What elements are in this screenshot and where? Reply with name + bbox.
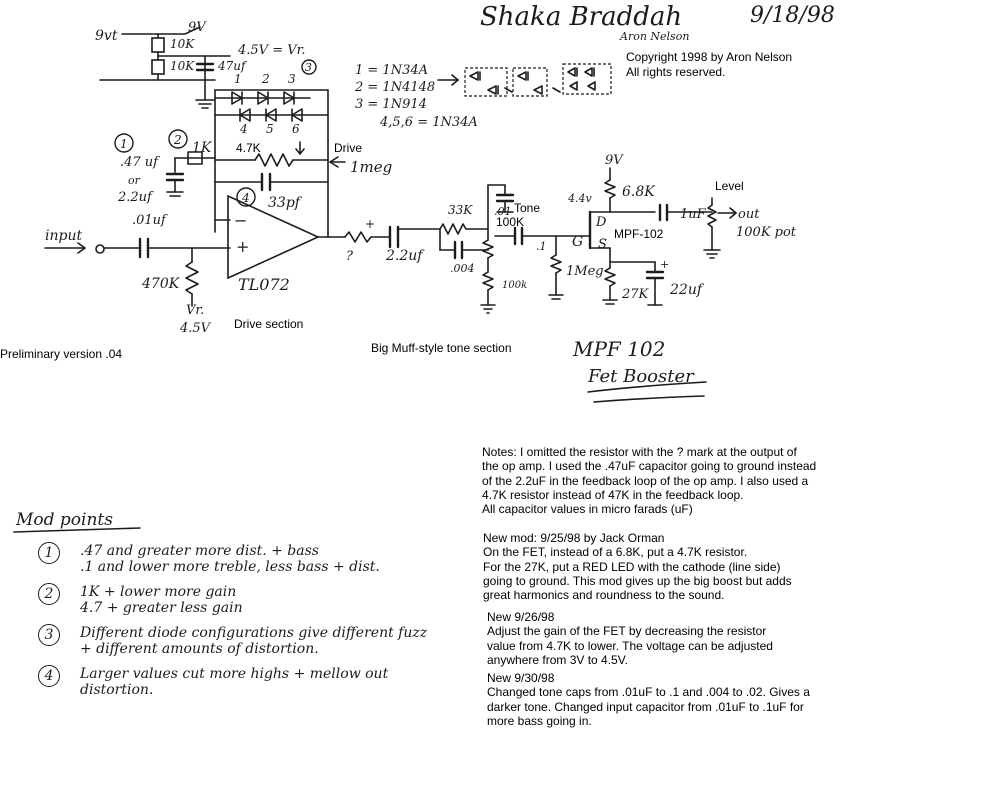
label-01uf: .01uf	[132, 213, 166, 228]
label-tone-pot: 100K	[496, 215, 525, 229]
label-22uf-plus: +	[660, 258, 670, 271]
label-2-2uf-out: 2.2uf	[386, 248, 423, 264]
diode-legend-3: 3 = 1N914	[355, 97, 427, 112]
mod-line: Larger values cut more highs + mellow out	[80, 666, 389, 682]
label-fet-source: S	[598, 237, 607, 252]
circle-num-2: 2	[174, 133, 182, 147]
label-tl072: TL072	[238, 275, 290, 294]
fet-subtitle: Fet Booster	[588, 366, 694, 387]
input-jack	[96, 245, 104, 253]
note-line: Changed tone caps from .01uF to .1 and .004 to .02. Gives a	[487, 685, 810, 700]
diode-legend-1: 1 = 1N34A	[355, 63, 429, 78]
note-line: New 9/30/98	[487, 671, 555, 685]
label-100k: 100k	[502, 280, 528, 291]
diode-legend	[354, 63, 611, 130]
note-line: On the FET, instead of a 6.8K, put a 4.7K resistor.	[483, 545, 748, 560]
label-2-2uf: 2.2uf	[118, 190, 152, 205]
mod-line: + different amounts of distortion.	[80, 641, 319, 657]
opamp-plus: +	[236, 237, 250, 256]
note-9-30-98	[487, 671, 810, 728]
note-line: darker tone. Changed input capacitor from .01uF to .1uF for	[487, 699, 804, 714]
copyright-line-2: All rights reserved.	[626, 65, 726, 79]
label-6-8k: 6.8K	[622, 184, 655, 200]
label-33pf: 33pf	[268, 195, 300, 211]
label-mpf102: MPF-102	[614, 227, 664, 241]
note-line: of the 2.2uF in the feedback loop of the op amp. I also used a	[482, 473, 809, 488]
mod-number: 1	[38, 542, 60, 564]
note-line: anywhere from 3V to 4.5V.	[487, 652, 628, 667]
author-signature: Aron Nelson	[620, 30, 690, 43]
label-tone: Tone	[514, 201, 541, 215]
mod-line: distortion.	[80, 682, 154, 698]
label-vr: Vr.	[186, 303, 205, 318]
label-33k: 33K	[448, 203, 473, 217]
label-4-4v: 4.4v	[568, 192, 592, 205]
circle-num-3: 3	[305, 61, 312, 74]
label-27k: 27K	[622, 287, 649, 302]
mod-points-list	[38, 542, 488, 712]
label-047uf: .47 uf	[120, 155, 158, 170]
note-line: Notes: I omitted the resistor with the ? mark at the output of	[482, 445, 797, 459]
note-9-26-98	[487, 610, 773, 667]
diode-number-3: 3	[288, 72, 296, 86]
mod-points-heading: Mod points	[16, 510, 113, 530]
label-1meg: 1Meg	[566, 264, 604, 279]
copyright-line-1: Copyright 1998 by Aron Nelson	[626, 50, 793, 64]
label-100k-pot: 100K pot	[736, 225, 797, 240]
label-tone-01: .01	[494, 205, 512, 218]
bias-supply	[95, 20, 306, 108]
label-out: out	[738, 207, 760, 222]
note-line: going to ground. This mod gives up the big boost but adds	[483, 573, 792, 588]
note-line: For the 27K, put a RED LED with the cathode (line side)	[483, 559, 781, 574]
label-drive: Drive	[334, 141, 363, 155]
mod-number: 3	[38, 624, 60, 646]
label-004: .004	[450, 262, 475, 275]
diode-number-1: 1	[234, 72, 242, 86]
diode-number-5: 5	[266, 122, 274, 136]
label-input: input	[45, 228, 83, 244]
note-line: New 9/26/98	[487, 610, 555, 624]
label-10k-top: 10K	[170, 37, 195, 51]
note-line: more bass going in.	[487, 713, 592, 728]
label-9v: 9V	[188, 20, 206, 35]
mod-line: .47 and greater more dist. + bass	[80, 543, 319, 559]
tone-section	[345, 185, 604, 355]
drive-section	[45, 130, 392, 336]
label-1uf: 1uF	[680, 207, 706, 222]
opamp-minus: −	[234, 211, 248, 230]
mod-line: 4.7 + greater less gain	[80, 600, 243, 616]
label-question-mark: ?	[346, 249, 353, 264]
label-fet-9v: 9V	[605, 153, 623, 168]
preliminary-version: Preliminary version .04	[0, 347, 123, 361]
note-line: great harmonics and roundness to the sound.	[483, 588, 725, 603]
diode-number-2: 2	[262, 72, 270, 86]
label-470k: 470K	[142, 276, 180, 292]
schematic-title: Shaka Braddah	[480, 2, 683, 32]
diode-number-6: 6	[292, 122, 300, 136]
label-22uf: 22uf	[670, 282, 703, 298]
diode-number-4: 4	[240, 122, 248, 136]
note-line: 4.7K resistor instead of 47K in the feedback loop.	[482, 487, 744, 502]
mod-note-jack-orman	[483, 531, 792, 602]
label-4-7k: 4.7K	[236, 141, 261, 155]
resistor-10k-bottom	[152, 60, 164, 74]
label-fet-drain: D	[596, 215, 607, 230]
label-1meg-pot: 1meg	[350, 158, 393, 176]
label-fet-gate: G	[572, 234, 584, 250]
label-level: Level	[715, 179, 744, 193]
mod-number: 2	[38, 583, 60, 605]
circle-num-4: 4	[242, 191, 250, 205]
label-or: or	[128, 174, 140, 187]
label-tone-1: .1	[536, 240, 547, 253]
note-line: Adjust the gain of the FET by decreasing the resistor	[487, 624, 767, 639]
label-47uf: 47uf	[218, 59, 246, 73]
mod-line: .1 and lower more treble, less bass + dist.	[80, 559, 380, 575]
note-line: the op amp. I used the .47uF capacitor going to ground instead	[482, 459, 817, 474]
label-9v-input: 9vt	[95, 28, 118, 44]
label-vref: 4.5V = Vr.	[238, 43, 306, 58]
note-line: All capacitor values in micro farads (uF)	[482, 502, 693, 517]
mod-line: Different diode configurations give different fuzz	[80, 625, 428, 641]
label-vr-value: 4.5V	[180, 321, 211, 336]
fet-title: MPF 102	[573, 337, 666, 361]
mod-line: 1K + lower more gain	[80, 584, 237, 600]
note-line: New mod: 9/25/98 by Jack Orman	[483, 531, 665, 545]
opamp-out-plus: +	[365, 217, 376, 231]
mod-number: 4	[38, 665, 60, 687]
label-tone-section: Big Muff-style tone section	[371, 341, 512, 355]
note-line: value from 4.7K to lower. The voltage can be adjusted	[487, 638, 773, 653]
label-1k: 1K	[192, 140, 212, 156]
resistor-10k-top	[152, 38, 164, 52]
notes-block	[482, 445, 816, 516]
label-drive-section: Drive section	[234, 317, 304, 331]
diode-legend-2: 2 = 1N4148	[355, 80, 436, 95]
diode-legend-4: 4,5,6 = 1N34A	[380, 115, 478, 130]
label-10k-bottom: 10K	[170, 59, 195, 73]
schematic-date: 9/18/98	[750, 3, 835, 28]
circle-num-1: 1	[120, 137, 128, 151]
